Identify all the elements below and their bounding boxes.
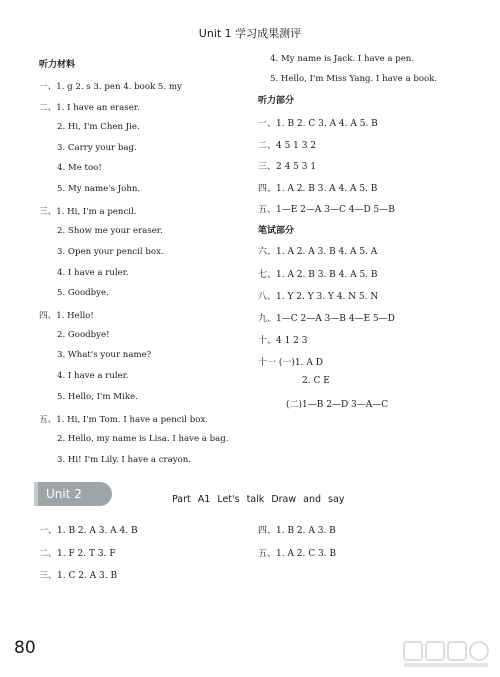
answer-line: 八、1. Y 2. Y 3. Y 4. N 5. N	[258, 292, 379, 302]
written-answers-heading: 笔试部分	[258, 226, 295, 236]
material-line: 四、1. Hello!	[39, 311, 94, 321]
answer-line: 十、4 1 2 3	[258, 336, 308, 346]
answer-line: 九、1—C 2—A 3—B 4—E 5—D	[258, 314, 395, 324]
answer-line: 三、1. C 2. A 3. B	[39, 571, 118, 581]
answer-line: 四、1. A 2. B 3. A 4. A 5. B	[258, 184, 378, 194]
watermark-logo-icon	[402, 638, 492, 670]
answer-line: 二、1. F 2. T 3. F	[39, 549, 116, 559]
section-header: Part A1 Let's talk Draw and say	[172, 494, 345, 505]
material-line: 2. Hello, my name is Lisa. I have a bag.	[57, 434, 229, 444]
material-line: 2. Goodbye!	[57, 330, 110, 340]
material-line: 4. I have a ruler.	[57, 268, 129, 278]
material-line: 3. Open your pencil box.	[57, 247, 164, 257]
material-line: 5. Hello, I'm Miss Yang. I have a book.	[270, 74, 438, 84]
material-line: 5. Hello, I'm Mike.	[57, 392, 138, 402]
material-line: 3. Carry your bag.	[57, 143, 137, 153]
answer-line: 五、1—E 2—A 3—C 4—D 5—B	[258, 205, 395, 215]
material-line: 4. I have a ruler.	[57, 371, 129, 381]
answer-line: 2. C E	[302, 376, 330, 386]
answer-line: 四、1. B 2. A 3. B	[258, 526, 336, 536]
listening-answers-heading: 听力部分	[258, 96, 295, 106]
page-number: 80	[14, 638, 36, 658]
material-line: 二、1. I have an eraser.	[39, 103, 140, 113]
material-line: 五、1. Hi, I'm Tom. I have a pencil box.	[39, 415, 209, 425]
material-line: 一、1. g 2. s 3. pen 4. book 5. my	[39, 82, 182, 92]
material-line: 3. Hi! I'm Lily. I have a crayon.	[57, 455, 192, 465]
listening-material-heading: 听力材料	[39, 60, 76, 70]
answer-line: 七、1. A 2. B 3. B 4. A 5. B	[258, 270, 378, 280]
material-line: 2. Show me your eraser.	[57, 226, 163, 236]
material-line: 2. Hi, I'm Chen Jie.	[57, 122, 140, 132]
answer-line: 十一 (一)1. A D	[258, 358, 323, 368]
answer-line: (二)1—B 2—D 3—A—C	[286, 400, 389, 410]
answer-line: 五、1. A 2. C 3. B	[258, 549, 337, 559]
material-line: 三、1. Hi, I'm a pencil.	[39, 207, 137, 217]
material-line: 3. What's your name?	[57, 350, 152, 360]
material-line: 5. Goodbye.	[57, 288, 109, 298]
page-title: Unit 1 学习成果测评	[198, 27, 302, 40]
material-line: 4. Me too!	[57, 163, 102, 173]
unit-2-badge: Unit 2	[38, 482, 112, 506]
answer-line: 三、2 4 5 3 1	[258, 162, 317, 172]
answer-line: 一、1. B 2. C 3. A 4. A 5. B	[258, 119, 378, 129]
material-line: 5. My name's John.	[57, 184, 141, 194]
answer-line: 一、1. B 2. A 3. A 4. B	[39, 526, 138, 536]
answer-line: 六、1. A 2. A 3. B 4. A 5. A	[258, 247, 378, 257]
material-line: 4. My name is Jack. I have a pen.	[270, 54, 415, 64]
answer-line: 二、4 5 1 3 2	[258, 141, 317, 151]
